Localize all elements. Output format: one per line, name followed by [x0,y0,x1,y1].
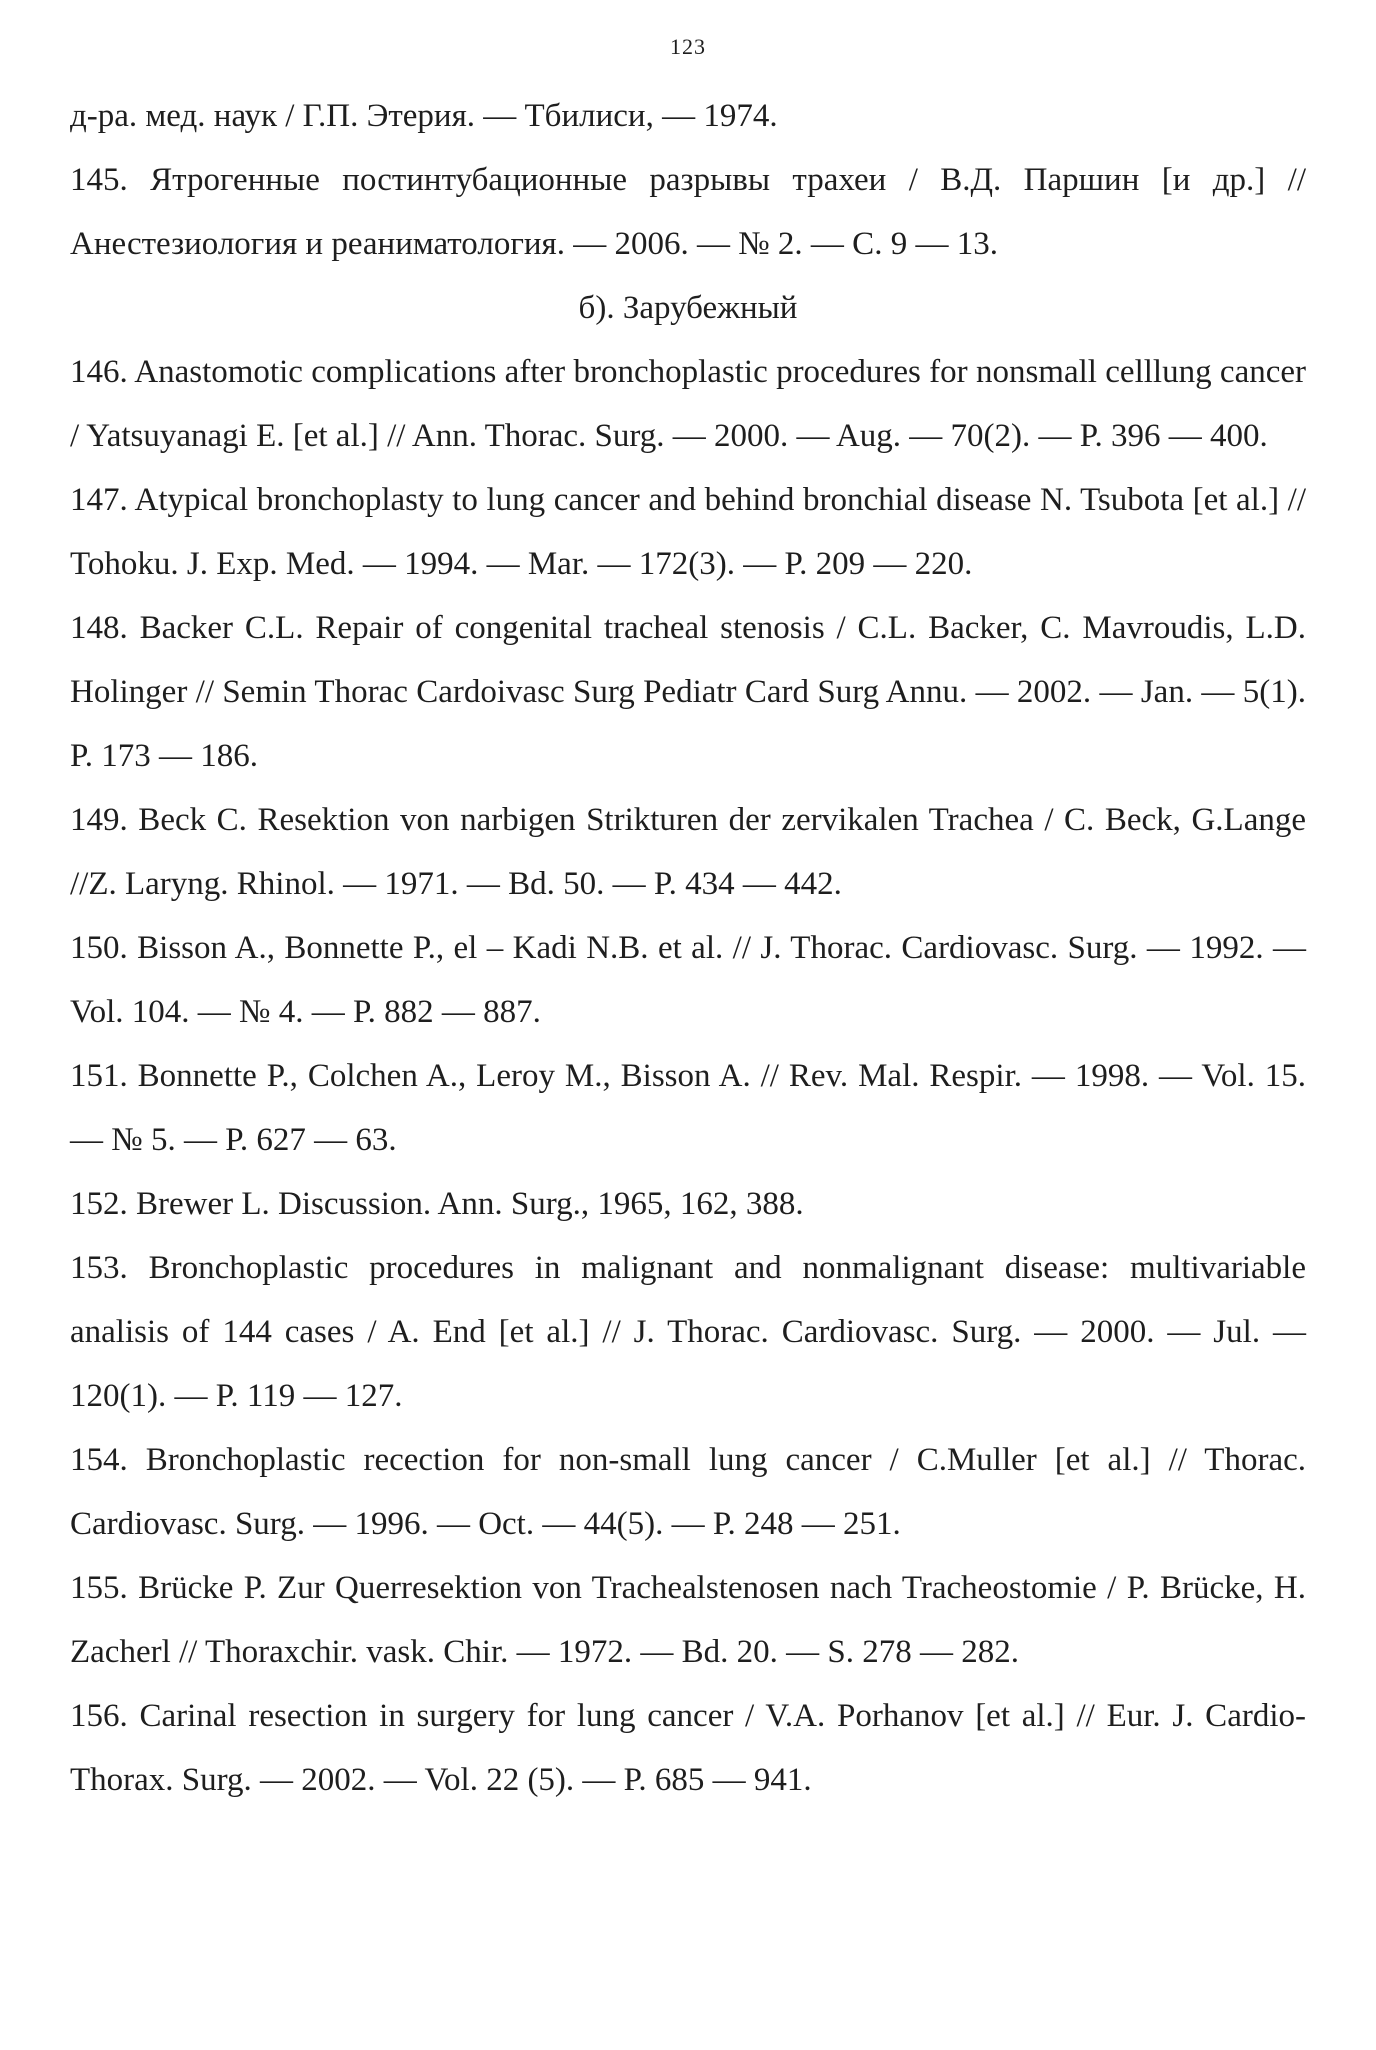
reference-147: 147. Atypical bronchoplasty to lung cancer and behind bronchial disease N. Tsubota [et al.] // Tohoku. J. Exp. Med. — 1994. — Mar. — 172(3). — P. 209 — 220. [70,482,1306,582]
reference-151: 151. Bonnette P., Colchen A., Leroy M., Bisson A. // Rev. Mal. Respir. — 1998. — Vol. 15. — № 5. — P. 627 — 63. [70,1058,1306,1158]
reference-153: 153. Bronchoplastic procedures in malignant and nonmalignant disease: multivariable analisis of 144 cases / A. End [et al.] // J. Thorac. Cardiovasc. Surg. — 2000. — Jul. — 120(1). — P. 119 — 127. [70,1250,1306,1414]
reference-list [70,84,1306,1812]
reference-149: 149. Beck C. Resektion von narbigen Strikturen der zervikalen Trachea / C. Beck, G.Lange //Z. Laryng. Rhinol. — 1971. — Bd. 50. — P. 434 — 442. [70,802,1306,902]
section-subheading: б). Зарубежный [578,290,798,326]
reference-146: 146. Anastomotic complications after bronchoplastic procedures for nonsmall celllung cancer / Yatsuyanagi E. [et al.] // Ann. Thorac. Surg. — 2000. — Aug. — 70(2). — P. 396 — 400. [70,354,1306,454]
reference-152: 152. Brewer L. Discussion. Ann. Surg., 1965, 162, 388. [70,1186,804,1222]
reference-145: 145. Ятрогенные постинтубационные разрывы трахеи / В.Д. Паршин [и др.] // Анестезиология и реаниматология. — 2006. — № 2. — С. 9 — 13. [70,162,1306,262]
page-number: 123 [670,34,706,59]
reference-154: 154. Bronchoplastic recection for non-small lung cancer / C.Muller [et al.] // Thorac. Cardiovasc. Surg. — 1996. — Oct. — 44(5). — P. 248 — 251. [70,1442,1306,1542]
reference-156: 156. Carinal resection in surgery for lung cancer / V.A. Porhanov [et al.] // Eur. J. Cardio-Thorax. Surg. — 2002. — Vol. 22 (5). — P. 685 — 941. [70,1698,1306,1798]
reference-148: 148. Backer C.L. Repair of congenital tracheal stenosis / C.L. Backer, C. Mavroudis, L.D. Holinger // Semin Thorac Cardoivasc Surg Pediatr Card Surg Annu. — 2002. — Jan. — 5(1). P. 173 — 186. [70,610,1306,774]
reference-155: 155. Brücke P. Zur Querresektion von Trachealstenosen nach Tracheostomie / P. Brücke, H. Zacherl // Thoraxchir. vask. Chir. — 1972. — Bd. 20. — S. 278 — 282. [70,1570,1306,1670]
reference-150: 150. Bisson A., Bonnette P., el – Kadi N.B. et al. // J. Thorac. Cardiovasc. Surg. — 1992. — Vol. 104. — № 4. — P. 882 — 887. [70,930,1306,1030]
reference-continuation: д-ра. мед. наук / Г.П. Этерия. — Тбилиси, — 1974. [70,98,778,134]
